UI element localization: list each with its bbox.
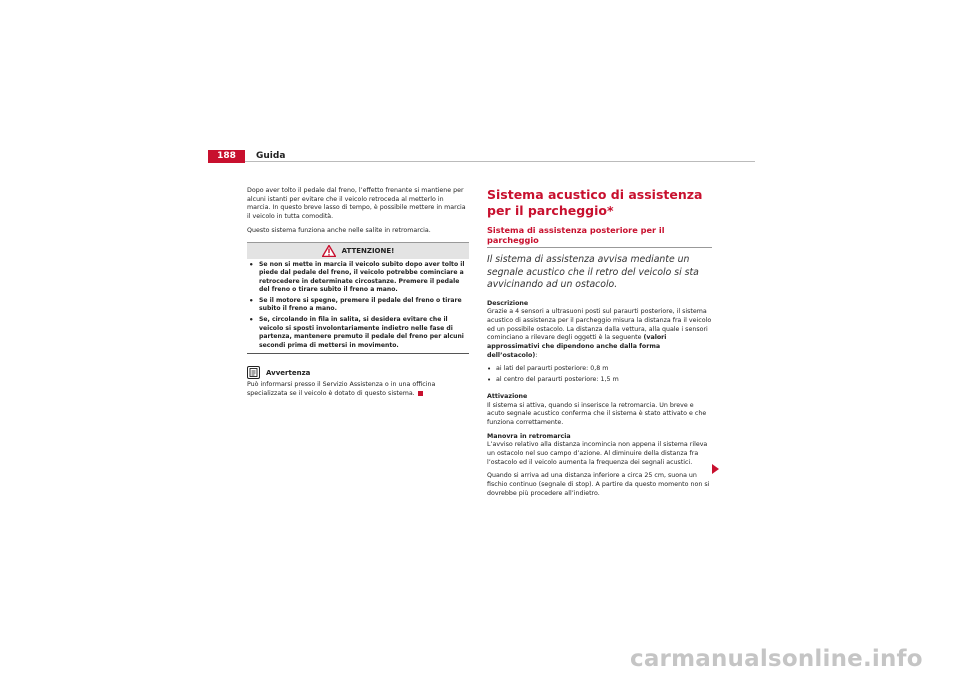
header-divider <box>245 161 755 162</box>
note-header <box>247 366 469 379</box>
watermark: carmanualsonline.info <box>630 646 923 672</box>
warning-text: Se il motore si spegne, premere il pedale del freno o tirare subito il freno a mano. <box>259 296 462 313</box>
left-column <box>247 187 469 404</box>
descrizione-bold: (valori approssimativi che dipendono anche dalla forma dell’ostacolo) <box>487 334 667 359</box>
warning-item <box>247 316 469 350</box>
right-column <box>487 187 712 504</box>
list-text: ai lati del paraurti posteriore: 0,8 m <box>496 365 609 373</box>
subsection-heading: Sistema di assistenza posteriore per il parcheggio <box>487 225 712 248</box>
warning-header <box>247 242 469 259</box>
intro-text: Il sistema di assistenza avvisa mediante un segnale acustico che il retro del veicolo si sta avvicinando ad un ostacolo. <box>487 254 699 290</box>
bullet-icon: • <box>487 376 492 385</box>
note-title: Avvertenza <box>266 368 311 377</box>
warning-title: ATTENZIONE! <box>341 246 395 255</box>
warning-box <box>247 242 469 355</box>
section-heading: Sistema acustico di assistenza per il parcheggio* <box>487 187 703 218</box>
end-square-icon <box>418 391 423 396</box>
attivazione-heading: Attivazione <box>487 392 528 400</box>
attivazione-text: Il sistema si attiva, quando si inserisce la retromarcia. Un breve e acuto segnale acustico conferma che il sistema è stato attivato e che funziona correttamente. <box>487 401 707 426</box>
manovra-heading: Manovra in retromarcia <box>487 432 571 440</box>
list-item <box>487 365 712 374</box>
warning-text: Se non si mette in marcia il veicolo subito dopo aver tolto il piede dal pedale del freno, il veicolo potrebbe cominciare a retrocedere in determinate circostanze. Premere il pedale del freno o tirare subito il freno a mano. <box>259 260 465 294</box>
warning-triangle-icon <box>322 245 336 257</box>
paragraph: Dopo aver tolto il pedale dal freno, l’effetto frenante si mantiene per alcuni istanti per evitare che il veicolo retroceda al metterlo in marcia. In questo breve lasso di tempo, è possibile mettere in marcia il veicolo in tutta comodità. <box>247 187 466 221</box>
bullet-icon: • <box>487 365 492 374</box>
note-icon <box>247 366 260 379</box>
paragraph: Questo sistema funziona anche nelle salite in retromarcia. <box>247 226 431 234</box>
descrizione-colon: : <box>535 351 538 359</box>
note-body: Può informarsi presso il Servizio Assistenza o in una officina specializzata se il veicolo è dotato di questo sistema. <box>247 381 436 398</box>
descrizione-body: Grazie a 4 sensori a ultrasuoni posti sul paraurti posteriore, il sistema acustico di assistenza per il parcheggio misura la distanza fra il veicolo ed un possibile ostacolo. La distanza dalla vettura, alla quale i sensori cominciano a rilevare degli oggetti è la seguente <box>487 308 712 342</box>
next-page-arrow-icon <box>712 464 719 474</box>
warning-item <box>247 297 469 314</box>
note-text <box>247 381 469 398</box>
manovra-text: Quando si arriva ad una distanza inferiore a circa 25 cm, suona un fischio continuo (segnale di stop). A partire da questo momento non si dovrebbe più procedere all’indietro. <box>487 472 710 497</box>
warning-item <box>247 261 469 295</box>
manovra-text: L’avviso relativo alla distanza incomincia non appena il sistema rileva un ostacolo nel suo campo d’azione. Al diminuire della distanza fra l’ostacolo ed il veicolo aumenta la frequenza dei segnali acustici. <box>487 441 708 466</box>
section-title: Guida <box>256 151 286 161</box>
note-glyph-icon <box>249 368 258 377</box>
bullet-icon: • <box>249 316 254 325</box>
warning-text: Se, circolando in fila in salita, si desidera evitare che il veicolo si sposti involontariamente indietro nelle fase di partenza, mantenere premuto il pedale del freno per alcuni secondi prima di mettersi in movimento. <box>259 316 464 349</box>
bullet-icon: • <box>249 296 254 305</box>
list-item <box>487 376 712 385</box>
page-number: 188 <box>208 150 245 163</box>
descrizione-text <box>487 308 712 360</box>
descrizione-heading: Descrizione <box>487 299 529 307</box>
list-text: al centro del paraurti posteriore: 1,5 m <box>496 376 619 384</box>
bullet-icon: • <box>249 260 254 269</box>
